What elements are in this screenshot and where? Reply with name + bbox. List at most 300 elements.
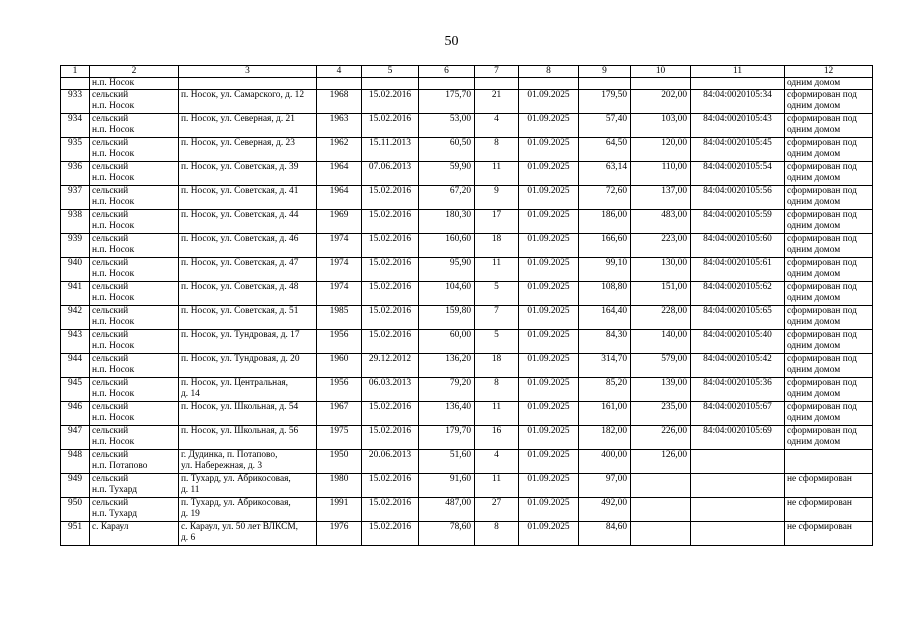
cell-area: 151,00	[631, 282, 691, 306]
cell-count: 16	[475, 426, 519, 450]
cell-date: 01.09.2025	[519, 258, 579, 282]
cell-date: 01.09.2025	[519, 138, 579, 162]
cell-area: 226,00	[631, 426, 691, 450]
cell-date: 01.09.2025	[519, 354, 579, 378]
cell-count: 4	[475, 114, 519, 138]
cell-address	[179, 90, 317, 114]
cell-status-line: одним домом	[787, 101, 841, 111]
cell-status-line: сформирован под	[787, 114, 857, 124]
cell-year: 1956	[317, 330, 362, 354]
cell-cadastre: 84:04:0020105:59	[691, 210, 785, 234]
cell-year: 1975	[317, 426, 362, 450]
column-header: 7	[475, 66, 519, 78]
cell-address-line: с. Караул, ул. 50 лет ВЛКСМ,	[181, 522, 298, 532]
cell-address	[179, 354, 317, 378]
cell-number: 949	[61, 474, 90, 498]
cell-address-line: п. Носок, ул. Северная, д. 21	[181, 114, 295, 124]
cell-status	[785, 186, 873, 210]
cell-cadastre: 84:04:0020105:45	[691, 138, 785, 162]
table-row	[61, 114, 873, 138]
cell-settlement-type-line: н.п. Носок	[92, 173, 135, 183]
cell-year: 1969	[317, 210, 362, 234]
cell-status-line: одним домом	[787, 197, 841, 207]
cell-area: 400,00	[579, 450, 631, 474]
column-header: 9	[579, 66, 631, 78]
cell-area: 483,00	[631, 210, 691, 234]
cell-area: 161,00	[579, 402, 631, 426]
cell-address	[179, 378, 317, 402]
cell-settlement-type-line: сельский	[92, 498, 129, 508]
cell-year	[317, 78, 362, 90]
cell-settlement-type	[90, 162, 179, 186]
cell-settlement-type	[90, 282, 179, 306]
cell-status-line: не сформирован	[787, 522, 852, 532]
cell-settlement-type	[90, 378, 179, 402]
cell-cadastre: 84:04:0020105:69	[691, 426, 785, 450]
cell-status-line: одним домом	[787, 413, 841, 423]
cell-area: 130,00	[631, 258, 691, 282]
cell-area: 179,70	[419, 426, 475, 450]
cell-settlement-type-line: н.п. Носок	[92, 197, 135, 207]
cell-area: 159,80	[419, 306, 475, 330]
cell-date: 15.02.2016	[362, 402, 419, 426]
cell-settlement-type-line: н.п. Носок	[92, 125, 135, 135]
cell-settlement-type	[90, 330, 179, 354]
cell-status	[785, 450, 873, 474]
cell-settlement-type-line: сельский	[92, 258, 129, 268]
table-row	[61, 426, 873, 450]
cell-settlement-type-line: н.п. Носок	[92, 149, 135, 159]
cell-number: 934	[61, 114, 90, 138]
table-row	[61, 162, 873, 186]
cell-settlement-type	[90, 450, 179, 474]
cell-settlement-type-line: сельский	[92, 162, 129, 172]
cell-number	[61, 78, 90, 90]
cell-status-line: сформирован под	[787, 234, 857, 244]
cell-area: 140,00	[631, 330, 691, 354]
cell-area: 175,70	[419, 90, 475, 114]
cell-area: 120,00	[631, 138, 691, 162]
column-number-row	[61, 66, 873, 78]
cell-settlement-type	[90, 258, 179, 282]
cell-date: 15.02.2016	[362, 258, 419, 282]
cell-status-line: одним домом	[787, 389, 841, 399]
cell-date: 01.09.2025	[519, 306, 579, 330]
cell-address-line: д. 14	[181, 389, 200, 399]
cell-area	[579, 78, 631, 90]
cell-status-line: сформирован под	[787, 282, 857, 292]
cell-date: 01.09.2025	[519, 114, 579, 138]
cell-area: 182,00	[579, 426, 631, 450]
cell-settlement-type-line: н.п. Потапово	[92, 461, 148, 471]
cell-count: 18	[475, 234, 519, 258]
cell-settlement-type	[90, 354, 179, 378]
cell-date: 29.12.2012	[362, 354, 419, 378]
cell-count: 17	[475, 210, 519, 234]
table-row	[61, 306, 873, 330]
cell-status-line: сформирован под	[787, 210, 857, 220]
cell-count: 8	[475, 378, 519, 402]
cell-settlement-type	[90, 402, 179, 426]
cell-address	[179, 210, 317, 234]
cell-area: 137,00	[631, 186, 691, 210]
cell-area: 64,50	[579, 138, 631, 162]
table-row	[61, 210, 873, 234]
cell-status-line: сформирован под	[787, 378, 857, 388]
cell-address	[179, 402, 317, 426]
cell-number: 938	[61, 210, 90, 234]
table-row	[61, 234, 873, 258]
cell-cadastre: 84:04:0020105:65	[691, 306, 785, 330]
cell-cadastre: 84:04:0020105:40	[691, 330, 785, 354]
cell-status-line: одним домом	[787, 293, 841, 303]
cell-address	[179, 258, 317, 282]
cell-settlement-type-line: сельский	[92, 90, 129, 100]
cell-address-line: п. Носок, ул. Тундровая, д. 20	[181, 354, 300, 364]
cell-count: 27	[475, 498, 519, 522]
cell-count: 18	[475, 354, 519, 378]
cell-area: 60,00	[419, 330, 475, 354]
cell-status-line: одним домом	[787, 125, 841, 135]
cell-date	[362, 78, 419, 90]
cell-year: 1950	[317, 450, 362, 474]
cell-settlement-type-line: сельский	[92, 474, 129, 484]
cell-area: 126,00	[631, 450, 691, 474]
cell-date: 01.09.2025	[519, 474, 579, 498]
cell-address-line: п. Носок, ул. Советская, д. 39	[181, 162, 299, 172]
cell-number: 943	[61, 330, 90, 354]
cell-area: 136,40	[419, 402, 475, 426]
cell-status-line: не сформирован	[787, 474, 852, 484]
cell-cadastre: 84:04:0020105:62	[691, 282, 785, 306]
column-header: 1	[61, 66, 90, 78]
housing-registry-table	[60, 65, 873, 546]
table-row	[61, 474, 873, 498]
cell-status-line: одним домом	[787, 317, 841, 327]
cell-settlement-type-line: сельский	[92, 138, 129, 148]
cell-cadastre	[691, 450, 785, 474]
cell-settlement-type	[90, 90, 179, 114]
cell-date: 07.06.2013	[362, 162, 419, 186]
cell-count: 5	[475, 282, 519, 306]
cell-date: 01.09.2025	[519, 402, 579, 426]
cell-address-line: п. Носок, ул. Самарского, д. 12	[181, 90, 305, 100]
cell-cadastre	[691, 474, 785, 498]
cell-status-line: сформирован под	[787, 426, 857, 436]
cell-count: 11	[475, 258, 519, 282]
cell-area: 160,60	[419, 234, 475, 258]
cell-settlement-type-line: сельский	[92, 114, 129, 124]
cell-number: 948	[61, 450, 90, 474]
cell-status	[785, 426, 873, 450]
cell-status-line: сформирован под	[787, 402, 857, 412]
cell-settlement-type-line: н.п. Тухард	[92, 509, 138, 519]
cell-year: 1985	[317, 306, 362, 330]
cell-number: 946	[61, 402, 90, 426]
cell-settlement-type	[90, 234, 179, 258]
table-row	[61, 378, 873, 402]
cell-date	[519, 78, 579, 90]
cell-area: 84,30	[579, 330, 631, 354]
column-header: 5	[362, 66, 419, 78]
cell-date: 01.09.2025	[519, 498, 579, 522]
cell-date: 01.09.2025	[519, 426, 579, 450]
cell-year: 1991	[317, 498, 362, 522]
cell-area: 180,30	[419, 210, 475, 234]
cell-area: 186,00	[579, 210, 631, 234]
table-row	[61, 282, 873, 306]
cell-settlement-type-line: н.п. Носок	[92, 101, 135, 111]
cell-year: 1956	[317, 378, 362, 402]
cell-cadastre: 84:04:0020105:54	[691, 162, 785, 186]
cell-date: 15.02.2016	[362, 282, 419, 306]
cell-area	[419, 78, 475, 90]
cell-count: 9	[475, 186, 519, 210]
cell-number: 939	[61, 234, 90, 258]
cell-address-line: п. Носок, ул. Советская, д. 47	[181, 258, 299, 268]
cell-settlement-type-line: сельский	[92, 306, 129, 316]
cell-year: 1974	[317, 258, 362, 282]
cell-count: 21	[475, 90, 519, 114]
cell-address-line: п. Носок, ул. Центральная,	[181, 378, 289, 388]
cell-year: 1980	[317, 474, 362, 498]
cell-settlement-type	[90, 114, 179, 138]
cell-area: 67,20	[419, 186, 475, 210]
cell-cadastre: 84:04:0020105:43	[691, 114, 785, 138]
table-row	[61, 402, 873, 426]
cell-count: 11	[475, 474, 519, 498]
cell-date: 01.09.2025	[519, 162, 579, 186]
cell-settlement-type-line: н.п. Носок	[92, 269, 135, 279]
cell-area: 97,00	[579, 474, 631, 498]
cell-cadastre: 84:04:0020105:61	[691, 258, 785, 282]
cell-settlement-type-line: н.п. Носок	[92, 413, 135, 423]
cell-year: 1974	[317, 282, 362, 306]
cell-address	[179, 426, 317, 450]
cell-status-line: сформирован под	[787, 186, 857, 196]
cell-area: 60,50	[419, 138, 475, 162]
cell-area: 202,00	[631, 90, 691, 114]
cell-year: 1964	[317, 162, 362, 186]
cell-number: 937	[61, 186, 90, 210]
cell-number: 951	[61, 522, 90, 546]
cell-cadastre	[691, 78, 785, 90]
cell-settlement-type: н.п. Носок	[90, 78, 179, 90]
table-row	[61, 354, 873, 378]
cell-address-line: п. Носок, ул. Советская, д. 51	[181, 306, 299, 316]
cell-date: 15.02.2016	[362, 234, 419, 258]
cell-address	[179, 282, 317, 306]
cell-year: 1974	[317, 234, 362, 258]
cell-area: 136,20	[419, 354, 475, 378]
cell-area: 72,60	[579, 186, 631, 210]
cell-cadastre: 84:04:0020105:36	[691, 378, 785, 402]
cell-number: 940	[61, 258, 90, 282]
cell-area: 487,00	[419, 498, 475, 522]
cell-status-line: одним домом	[787, 437, 841, 447]
continued-row	[61, 78, 873, 90]
column-header: 10	[631, 66, 691, 78]
cell-area: 110,00	[631, 162, 691, 186]
cell-settlement-type	[90, 138, 179, 162]
cell-settlement-type-line: н.п. Тухард	[92, 485, 138, 495]
cell-settlement-type	[90, 426, 179, 450]
cell-area: 104,60	[419, 282, 475, 306]
cell-address	[179, 522, 317, 546]
table-row	[61, 330, 873, 354]
cell-date: 01.09.2025	[519, 522, 579, 546]
cell-settlement-type-line: н.п. Носок	[92, 341, 135, 351]
cell-address	[179, 234, 317, 258]
cell-date: 01.09.2025	[519, 234, 579, 258]
cell-status: одним домом	[785, 78, 873, 90]
cell-address	[179, 450, 317, 474]
cell-status-line: одним домом	[787, 269, 841, 279]
cell-count: 8	[475, 522, 519, 546]
cell-area: 492,00	[579, 498, 631, 522]
cell-address	[179, 498, 317, 522]
cell-date: 20.06.2013	[362, 450, 419, 474]
cell-area: 63,14	[579, 162, 631, 186]
cell-status-line: сформирован под	[787, 138, 857, 148]
cell-cadastre: 84:04:0020105:60	[691, 234, 785, 258]
cell-number: 944	[61, 354, 90, 378]
cell-settlement-type-line: н.п. Носок	[92, 365, 135, 375]
cell-status-line: одним домом	[787, 245, 841, 255]
table-row	[61, 498, 873, 522]
cell-address-line: п. Носок, ул. Советская, д. 48	[181, 282, 299, 292]
cell-status	[785, 498, 873, 522]
cell-area: 51,60	[419, 450, 475, 474]
cell-date: 01.09.2025	[519, 282, 579, 306]
cell-area: 164,40	[579, 306, 631, 330]
cell-date: 01.09.2025	[519, 450, 579, 474]
cell-address-line: г. Дудинка, п. Потапово,	[181, 450, 278, 460]
cell-address-line: п. Носок, ул. Советская, д. 46	[181, 234, 299, 244]
cell-number: 941	[61, 282, 90, 306]
cell-address-line: д. 11	[181, 485, 200, 495]
cell-count: 7	[475, 306, 519, 330]
cell-settlement-type	[90, 210, 179, 234]
cell-date: 01.09.2025	[519, 378, 579, 402]
cell-area: 166,60	[579, 234, 631, 258]
cell-date: 01.09.2025	[519, 90, 579, 114]
cell-date: 06.03.2013	[362, 378, 419, 402]
cell-address-line: п. Носок, ул. Тундровая, д. 17	[181, 330, 300, 340]
column-header: 2	[90, 66, 179, 78]
cell-date: 01.09.2025	[519, 210, 579, 234]
cell-area: 103,00	[631, 114, 691, 138]
cell-date: 15.02.2016	[362, 90, 419, 114]
cell-address	[179, 186, 317, 210]
cell-number: 945	[61, 378, 90, 402]
cell-area: 78,60	[419, 522, 475, 546]
cell-area: 95,90	[419, 258, 475, 282]
cell-settlement-type-line: сельский	[92, 234, 129, 244]
cell-date: 15.02.2016	[362, 498, 419, 522]
cell-address	[179, 138, 317, 162]
cell-area	[631, 522, 691, 546]
cell-status-line: одним домом	[787, 341, 841, 351]
cell-address-line: п. Носок, ул. Школьная, д. 54	[181, 402, 299, 412]
table-row	[61, 522, 873, 546]
cell-address-line: п. Носок, ул. Школьная, д. 56	[181, 426, 299, 436]
cell-date: 01.09.2025	[519, 330, 579, 354]
cell-address-line: п. Носок, ул. Советская, д. 44	[181, 210, 299, 220]
cell-settlement-type-line: н.п. Носок	[92, 221, 135, 231]
column-header: 3	[179, 66, 317, 78]
cell-area	[631, 474, 691, 498]
cell-area: 99,10	[579, 258, 631, 282]
cell-status-line: не сформирован	[787, 498, 852, 508]
cell-number: 947	[61, 426, 90, 450]
cell-cadastre: 84:04:0020105:42	[691, 354, 785, 378]
cell-number: 933	[61, 90, 90, 114]
cell-settlement-type-line: сельский	[92, 402, 129, 412]
cell-status	[785, 306, 873, 330]
column-header: 12	[785, 66, 873, 78]
cell-area	[631, 498, 691, 522]
table-row	[61, 258, 873, 282]
cell-date: 15.02.2016	[362, 426, 419, 450]
cell-status	[785, 90, 873, 114]
cell-address	[179, 78, 317, 90]
cell-date: 15.02.2016	[362, 330, 419, 354]
cell-address-line: д. 19	[181, 509, 200, 519]
table-row	[61, 186, 873, 210]
cell-number: 950	[61, 498, 90, 522]
cell-address-line: п. Носок, ул. Советская, д. 41	[181, 186, 299, 196]
cell-settlement-type-line: н.п. Носок	[92, 389, 135, 399]
cell-status-line: одним домом	[787, 173, 841, 183]
cell-settlement-type-line: с. Караул	[92, 522, 129, 532]
cell-status-line: сформирован под	[787, 90, 857, 100]
cell-address	[179, 162, 317, 186]
cell-status	[785, 162, 873, 186]
cell-date: 15.02.2016	[362, 522, 419, 546]
cell-settlement-type-line: сельский	[92, 282, 129, 292]
cell-status	[785, 330, 873, 354]
cell-status	[785, 114, 873, 138]
cell-cadastre	[691, 522, 785, 546]
cell-year: 1967	[317, 402, 362, 426]
cell-date: 15.02.2016	[362, 210, 419, 234]
column-header: 8	[519, 66, 579, 78]
cell-settlement-type	[90, 498, 179, 522]
cell-area: 314,70	[579, 354, 631, 378]
cell-settlement-type-line: сельский	[92, 450, 129, 460]
cell-area	[631, 78, 691, 90]
cell-settlement-type	[90, 522, 179, 546]
cell-status	[785, 210, 873, 234]
cell-address-line: п. Тухард, ул. Абрикосовая,	[181, 498, 291, 508]
cell-area: 228,00	[631, 306, 691, 330]
column-header: 11	[691, 66, 785, 78]
cell-settlement-type-line: сельский	[92, 186, 129, 196]
cell-date: 15.02.2016	[362, 186, 419, 210]
cell-number: 942	[61, 306, 90, 330]
cell-address	[179, 114, 317, 138]
cell-status	[785, 354, 873, 378]
cell-settlement-type-line: н.п. Носок	[92, 317, 135, 327]
cell-status	[785, 474, 873, 498]
cell-cadastre: 84:04:0020105:56	[691, 186, 785, 210]
column-header: 4	[317, 66, 362, 78]
cell-settlement-type-line: сельский	[92, 354, 129, 364]
cell-date: 15.11.2013	[362, 138, 419, 162]
cell-year: 1960	[317, 354, 362, 378]
column-header: 6	[419, 66, 475, 78]
